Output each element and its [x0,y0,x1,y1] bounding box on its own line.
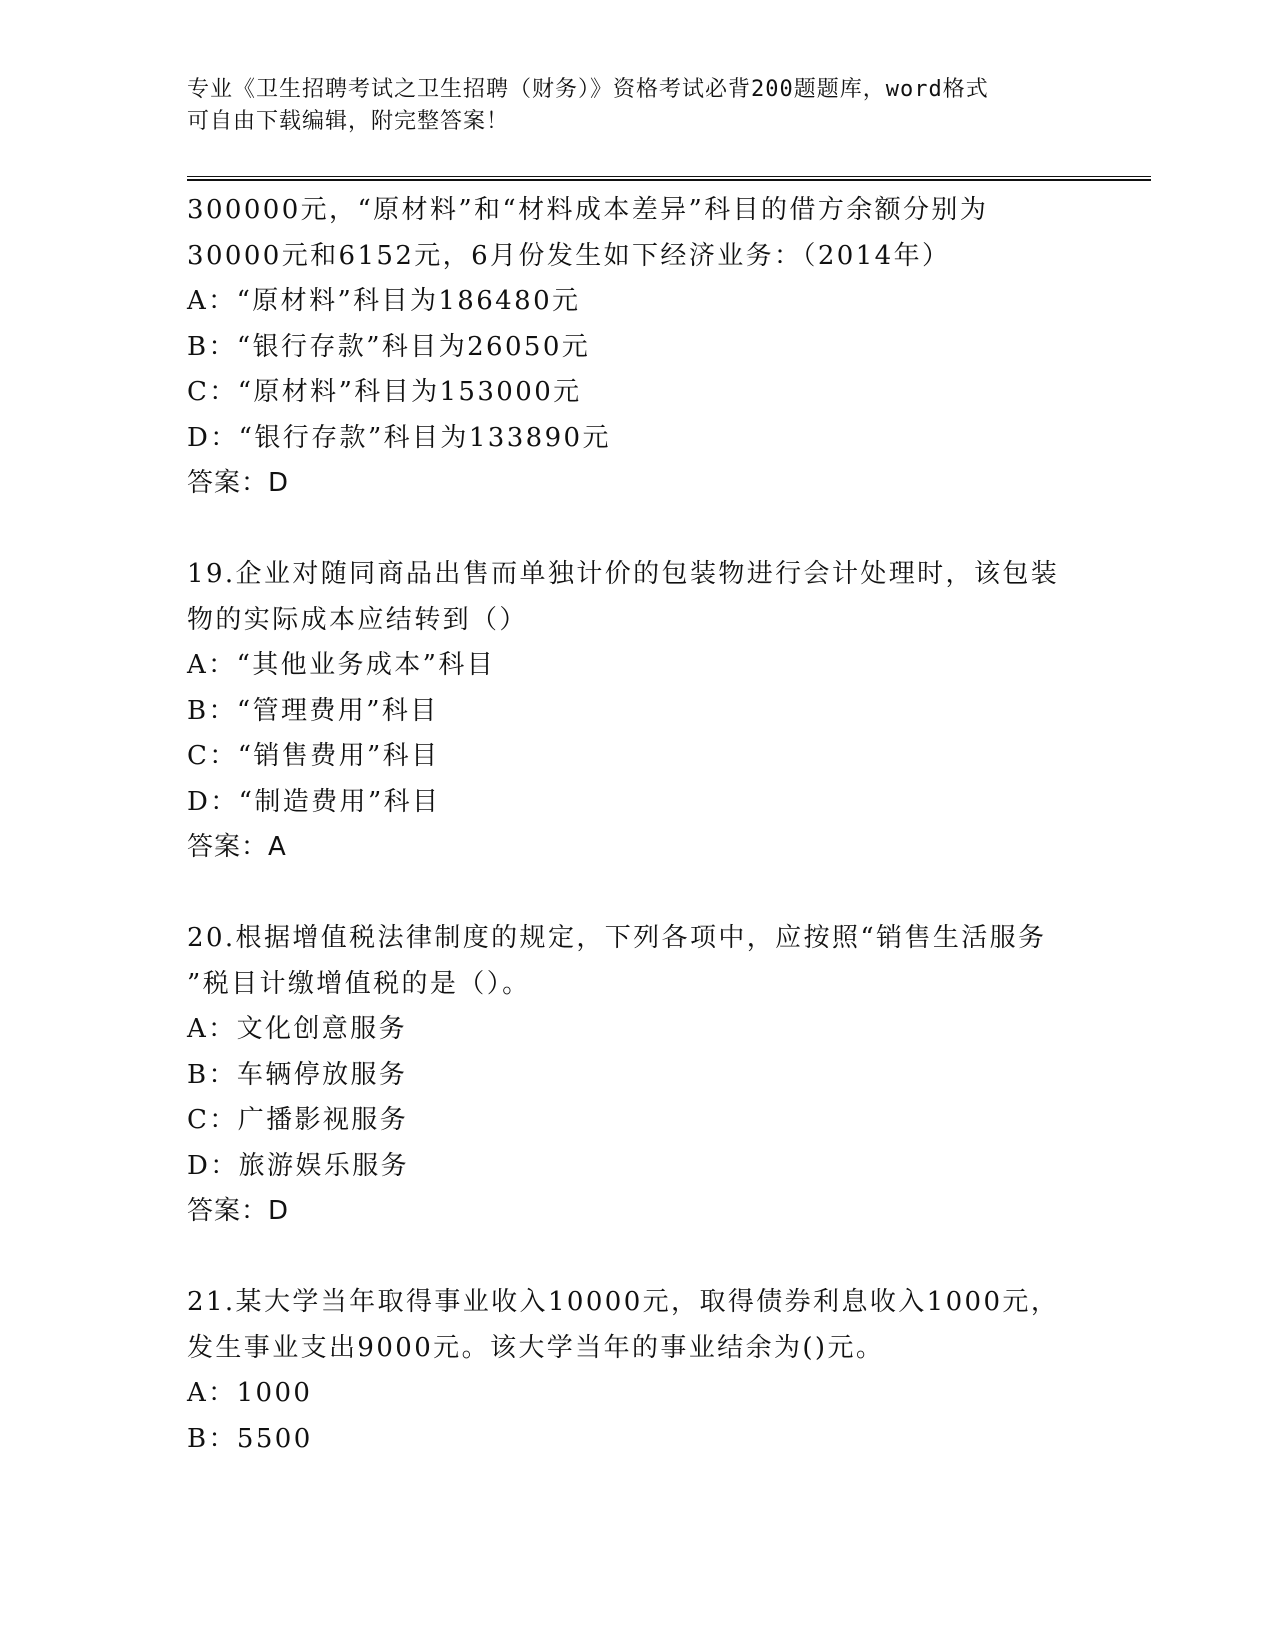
option-b: B：“管理费用”科目 [187,695,439,726]
question-list [187,188,1087,1462]
question-text-line: 发生事业支出9000元。该大学当年的事业结余为()元。 [187,1332,885,1363]
option-a: A：1000 [187,1378,313,1408]
question-spacer [187,1235,1087,1281]
option-a: A：“原材料”科目为186480元 [187,286,581,316]
header-divider [187,176,1151,181]
option-b: B：5500 [187,1423,313,1454]
option-d: D：旅游娱乐服务 [187,1150,410,1181]
option-b: B：车辆停放服务 [187,1059,408,1090]
question-21 [187,1280,1087,1462]
option-d: D：“银行存款”科目为133890元 [187,422,611,453]
question-20 [187,916,1087,1235]
document-header [187,74,1067,138]
question-text-line: 19.企业对随同商品出售而单独计价的包装物进行会计处理时，该包装 [187,559,1060,589]
question-text-line: 30000元和6152元，6月份发生如下经济业务：（2014年） [187,240,951,271]
header-line-2: 可自由下载编辑，附完整答案！ [187,109,510,134]
question-spacer [187,871,1087,917]
question-text-line: 20.根据增值税法律制度的规定，下列各项中，应按照“销售生活服务 [187,923,1047,953]
question-text-line: 21.某大学当年取得事业收入10000元，取得债券利息收入1000元， [187,1287,1060,1317]
answer-line: 答案：D [187,468,290,498]
option-b: B：“银行存款”科目为26050元 [187,331,591,362]
option-c: C：“原材料”科目为153000元 [187,377,582,407]
answer-line: 答案：D [187,1196,290,1226]
option-a: A：文化创意服务 [187,1014,407,1044]
continued-question [187,188,1087,507]
question-text-line: ”税目计缴增值税的是（）。 [187,968,531,999]
option-c: C：广播影视服务 [187,1105,409,1135]
question-text-line: 物的实际成本应结转到（） [187,604,528,635]
question-19 [187,552,1087,871]
question-spacer [187,507,1087,553]
question-text-line: 300000元，“原材料”和“材料成本差异”科目的借方余额分别为 [187,195,989,225]
option-c: C：“销售费用”科目 [187,741,440,771]
option-a: A：“其他业务成本”科目 [187,650,496,680]
answer-line: 答案：A [187,832,287,862]
header-line-1: 专业《卫生招聘考试之卫生招聘（财务）》资格考试必背200题题库，word格式 [187,77,989,102]
option-d: D：“制造费用”科目 [187,786,441,817]
